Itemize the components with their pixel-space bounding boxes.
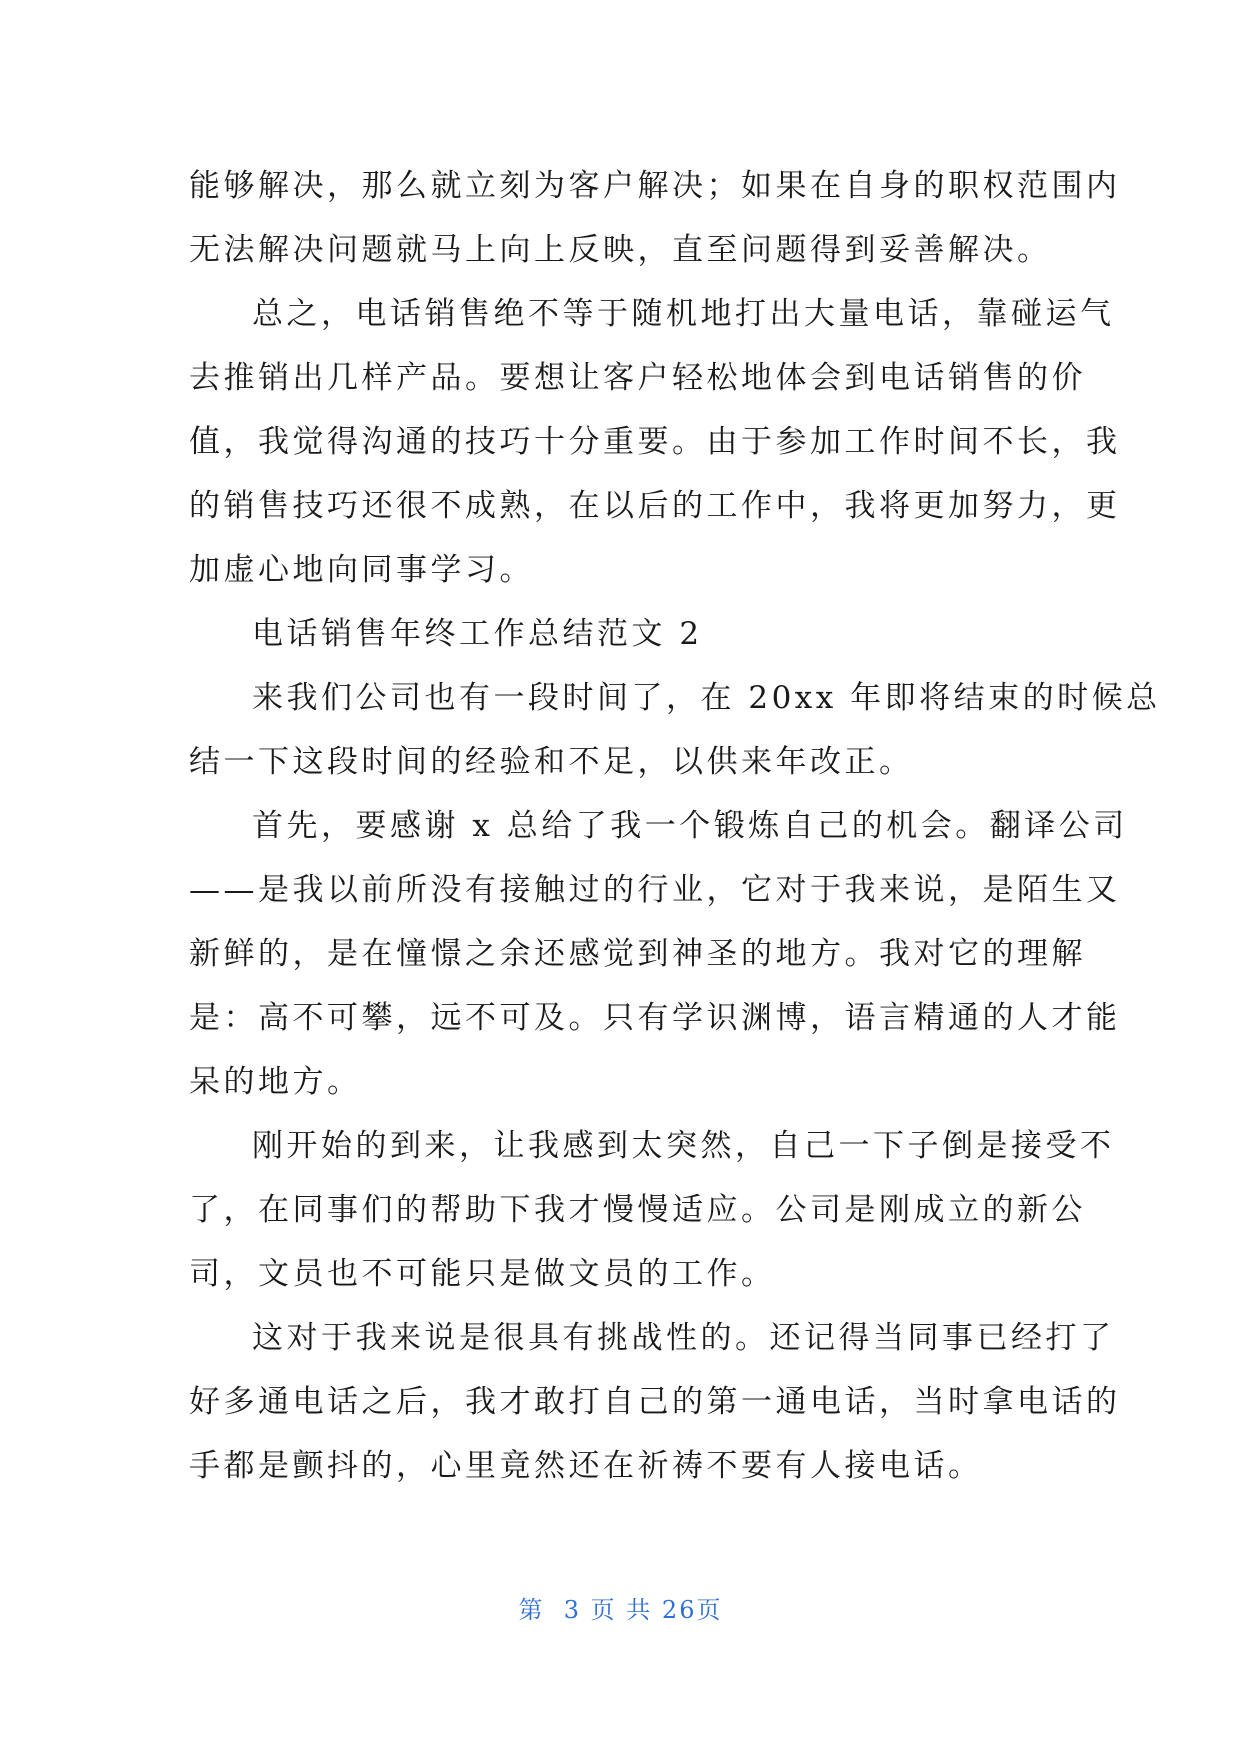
text-line-3: 总之，电话销售绝不等于随机地打出大量电话，靠碰运气 [252, 296, 1115, 332]
text-line-17: 了，在同事们的帮助下我才慢慢适应。公司是刚成立的新公 [189, 1192, 1086, 1228]
text-line-2: 无法解决问题就马上向上反映，直至问题得到妥善解决。 [189, 232, 1052, 268]
text-line-11: 首先，要感谢 x 总给了我一个锻炼自己的机会。翻译公司 [252, 808, 1128, 844]
text-line-20: 好多通电话之后，我才敢打自己的第一通电话，当时拿电话的 [189, 1384, 1121, 1420]
page-number-footer: 第 3 页 共 26页 [518, 1596, 723, 1624]
text-line-1: 能够解决，那么就立刻为客户解决；如果在自身的职权范围内 [189, 168, 1121, 204]
text-line-13: 新鲜的，是在憧憬之余还感觉到神圣的地方。我对它的理解 [189, 936, 1086, 972]
text-line-10: 结一下这段时间的经验和不足，以供来年改正。 [189, 744, 914, 780]
text-line-16: 刚开始的到来，让我感到太突然，自己一下子倒是接受不 [252, 1128, 1115, 1164]
text-line-12: ——是我以前所没有接触过的行业，它对于我来说，是陌生又 [189, 872, 1121, 908]
text-line-4: 去推销出几样产品。要想让客户轻松地体会到电话销售的价 [189, 360, 1086, 396]
text-line-14: 是：高不可攀，远不可及。只有学识渊博，语言精通的人才能 [189, 1000, 1121, 1036]
text-line-9: 来我们公司也有一段时间了，在 20xx 年即将结束的时候总 [252, 680, 1161, 716]
section-heading: 电话销售年终工作总结范文 2 [252, 616, 703, 652]
text-line-6: 的销售技巧还很不成熟，在以后的工作中，我将更加努力，更 [189, 488, 1121, 524]
text-line-21: 手都是颤抖的，心里竟然还在祈祷不要有人接电话。 [189, 1448, 983, 1484]
text-line-5: 值，我觉得沟通的技巧十分重要。由于参加工作时间不长，我 [189, 424, 1121, 460]
text-line-18: 司，文员也不可能只是做文员的工作。 [189, 1256, 776, 1292]
text-line-19: 这对于我来说是很具有挑战性的。还记得当同事已经打了 [252, 1320, 1115, 1356]
text-line-15: 呆的地方。 [189, 1064, 362, 1100]
text-line-7: 加虚心地向同事学习。 [189, 552, 534, 588]
